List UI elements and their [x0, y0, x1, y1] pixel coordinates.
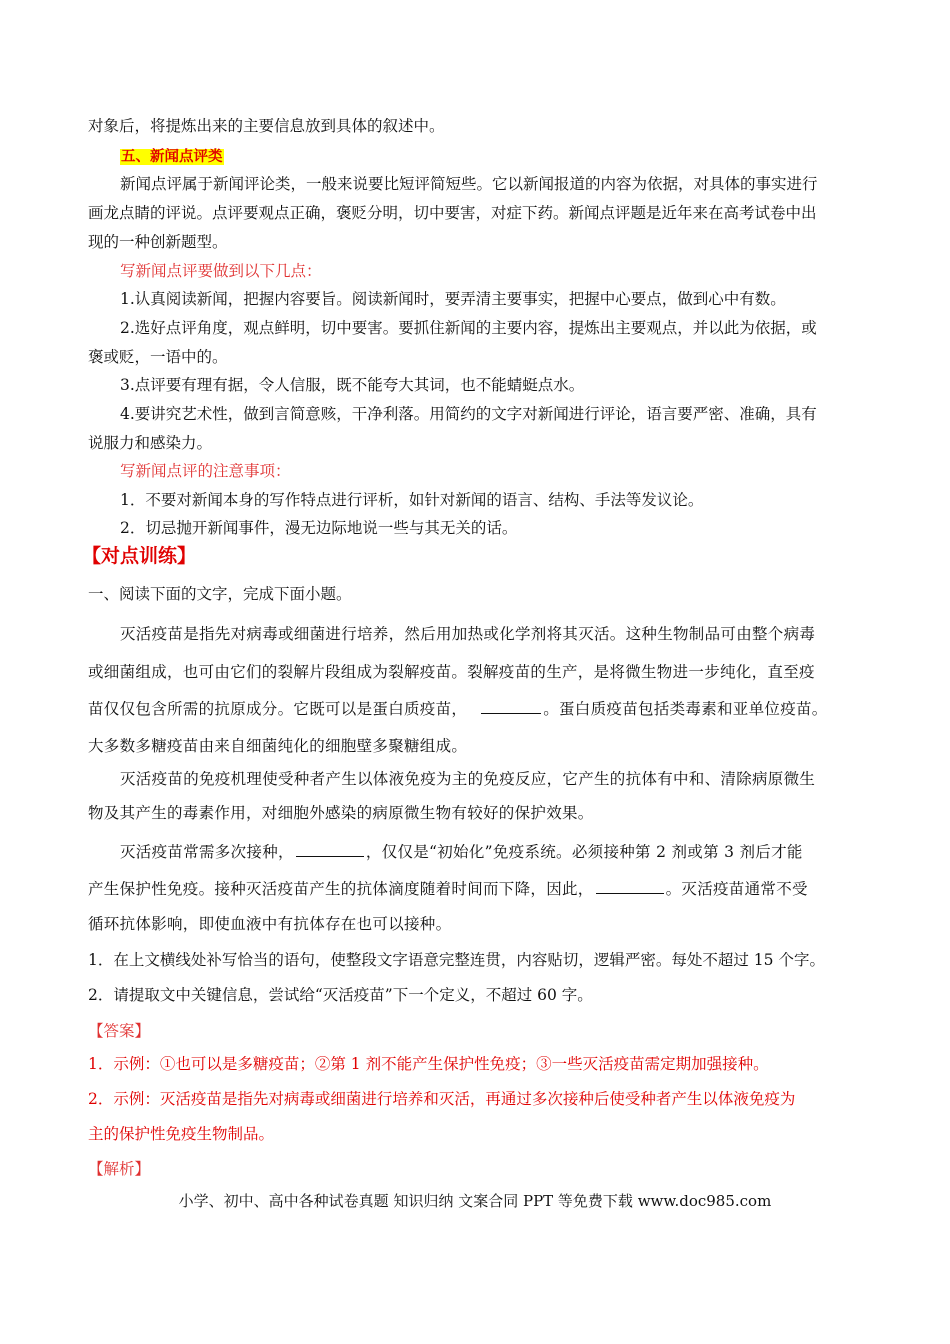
list-item: 2．切忌抛开新闻事件，漫无边际地说一些与其无关的话。	[120, 519, 518, 537]
page-footer: 小学、初中、高中各种试卷真题 知识归纳 文案合同 PPT 等免费下载 www.doc985.com	[178, 1192, 772, 1210]
passage-text: 灭活疫苗的免疫机理使受种者产生以体液免疫为主的免疫反应，它产生的抗体有中和、清除病原微生	[120, 770, 816, 788]
body-text: 说服力和感染力。	[88, 434, 213, 452]
body-text: 褒或贬，一语中的。	[88, 348, 228, 366]
subheading: 写新闻点评的注意事项：	[120, 462, 291, 480]
fill-in-blank	[481, 699, 541, 714]
passage-text: 物及其产生的毒素作用，对细胞外感染的病原微生物有较好的保护效果。	[88, 804, 594, 822]
question-intro: 一、阅读下面的文字，完成下面小题。	[88, 585, 352, 603]
list-item: 2.选好点评角度，观点鲜明，切中要害。要抓住新闻的主要内容，提炼出主要观点，并以此为依据，或	[120, 319, 817, 337]
passage-text: 灭活疫苗是指先对病毒或细菌进行培养，然后用加热或化学剂将其灭活。这种生物制品可由整个病毒	[120, 625, 816, 643]
body-text: 新闻点评属于新闻评论类，一般来说要比短评简短些。它以新闻报道的内容为依据，对具体的事实进行	[120, 175, 818, 193]
passage-text: 循环抗体影响，即使血液中有抗体存在也可以接种。	[88, 915, 452, 933]
passage-fragment: 灭活疫苗常需多次接种，	[120, 843, 294, 861]
question-item: 1．在上文横线处补写恰当的语句，使整段文字语意完整连贯，内容贴切，逻辑严密。每处不超过 15 个字。	[88, 951, 825, 969]
answer-item: 1．示例：①也可以是多糖疫苗；②第 1 剂不能产生保护性免疫；③一些灭活疫苗需定期加强接种。	[88, 1055, 769, 1073]
subheading: 写新闻点评要做到以下几点：	[120, 262, 322, 280]
passage-fragment: 。灭活疫苗通常不受	[665, 880, 808, 898]
fill-in-blank	[596, 879, 664, 894]
section-heading	[120, 146, 224, 167]
body-text: 现的一种创新题型。	[88, 233, 228, 251]
answer-label: 【答案】	[88, 1022, 151, 1040]
question-item: 2．请提取文中关键信息，尝试给“灭活疫苗”下一个定义，不超过 60 字。	[88, 986, 593, 1004]
analysis-label: 【解析】	[88, 1160, 151, 1178]
body-text: 画龙点睛的评说。点评要观点正确，褒贬分明，切中要害，对症下药。新闻点评题是近年来在高考试卷中出	[88, 204, 817, 222]
list-item: 1.认真阅读新闻，把握内容要旨。阅读新闻时，要弄清主要事实，把握中心要点，做到心中有数。	[120, 290, 786, 308]
passage-fragment: 。蛋白质疫苗包括类毒素和亚单位疫苗。	[543, 700, 828, 718]
list-item: 4.要讲究艺术性，做到言简意赅，干净利落。用简约的文字对新闻进行评论，语言要严密、准确，具有	[120, 405, 817, 423]
passage-text: 大多数多糖疫苗由来自细菌纯化的细胞壁多聚糖组成。	[88, 737, 468, 755]
passage-text: 或细菌组成，也可由它们的裂解片段组成为裂解疫苗。裂解疫苗的生产，是将微生物进一步纯化，直至疫	[88, 663, 815, 681]
body-text: 对象后，将提炼出来的主要信息放到具体的叙述中。	[88, 117, 445, 135]
highlighted-heading: 五、新闻点评类	[121, 149, 223, 165]
passage-fragment: 苗仅仅包含所需的抗原成分。它既可以是蛋白质疫苗，	[88, 700, 468, 718]
passage-fragment: 产生保护性免疫。接种灭活疫苗产生的抗体滴度随着时间而下降，因此，	[88, 880, 594, 898]
passage-text	[88, 699, 828, 719]
list-item: 1．不要对新闻本身的写作特点进行评析，如针对新闻的语言、结构、手法等发议论。	[120, 491, 704, 509]
list-item: 3.点评要有理有据，令人信服，既不能夸大其词，也不能蜻蜓点水。	[120, 376, 585, 394]
passage-text	[88, 879, 808, 899]
training-heading: 【对点训练】	[82, 545, 197, 567]
answer-item: 2．示例：灭活疫苗是指先对病毒或细菌进行培养和灭活，再通过多次接种后使受种者产生以体液免疫为	[88, 1090, 796, 1108]
passage-text	[120, 842, 803, 862]
fill-in-blank	[296, 842, 364, 857]
answer-item: 主的保护性免疫生物制品。	[88, 1125, 275, 1143]
passage-fragment: ，仅仅是“初始化”免疫系统。必须接种第 2 剂或第 3 剂后才能	[365, 843, 803, 861]
